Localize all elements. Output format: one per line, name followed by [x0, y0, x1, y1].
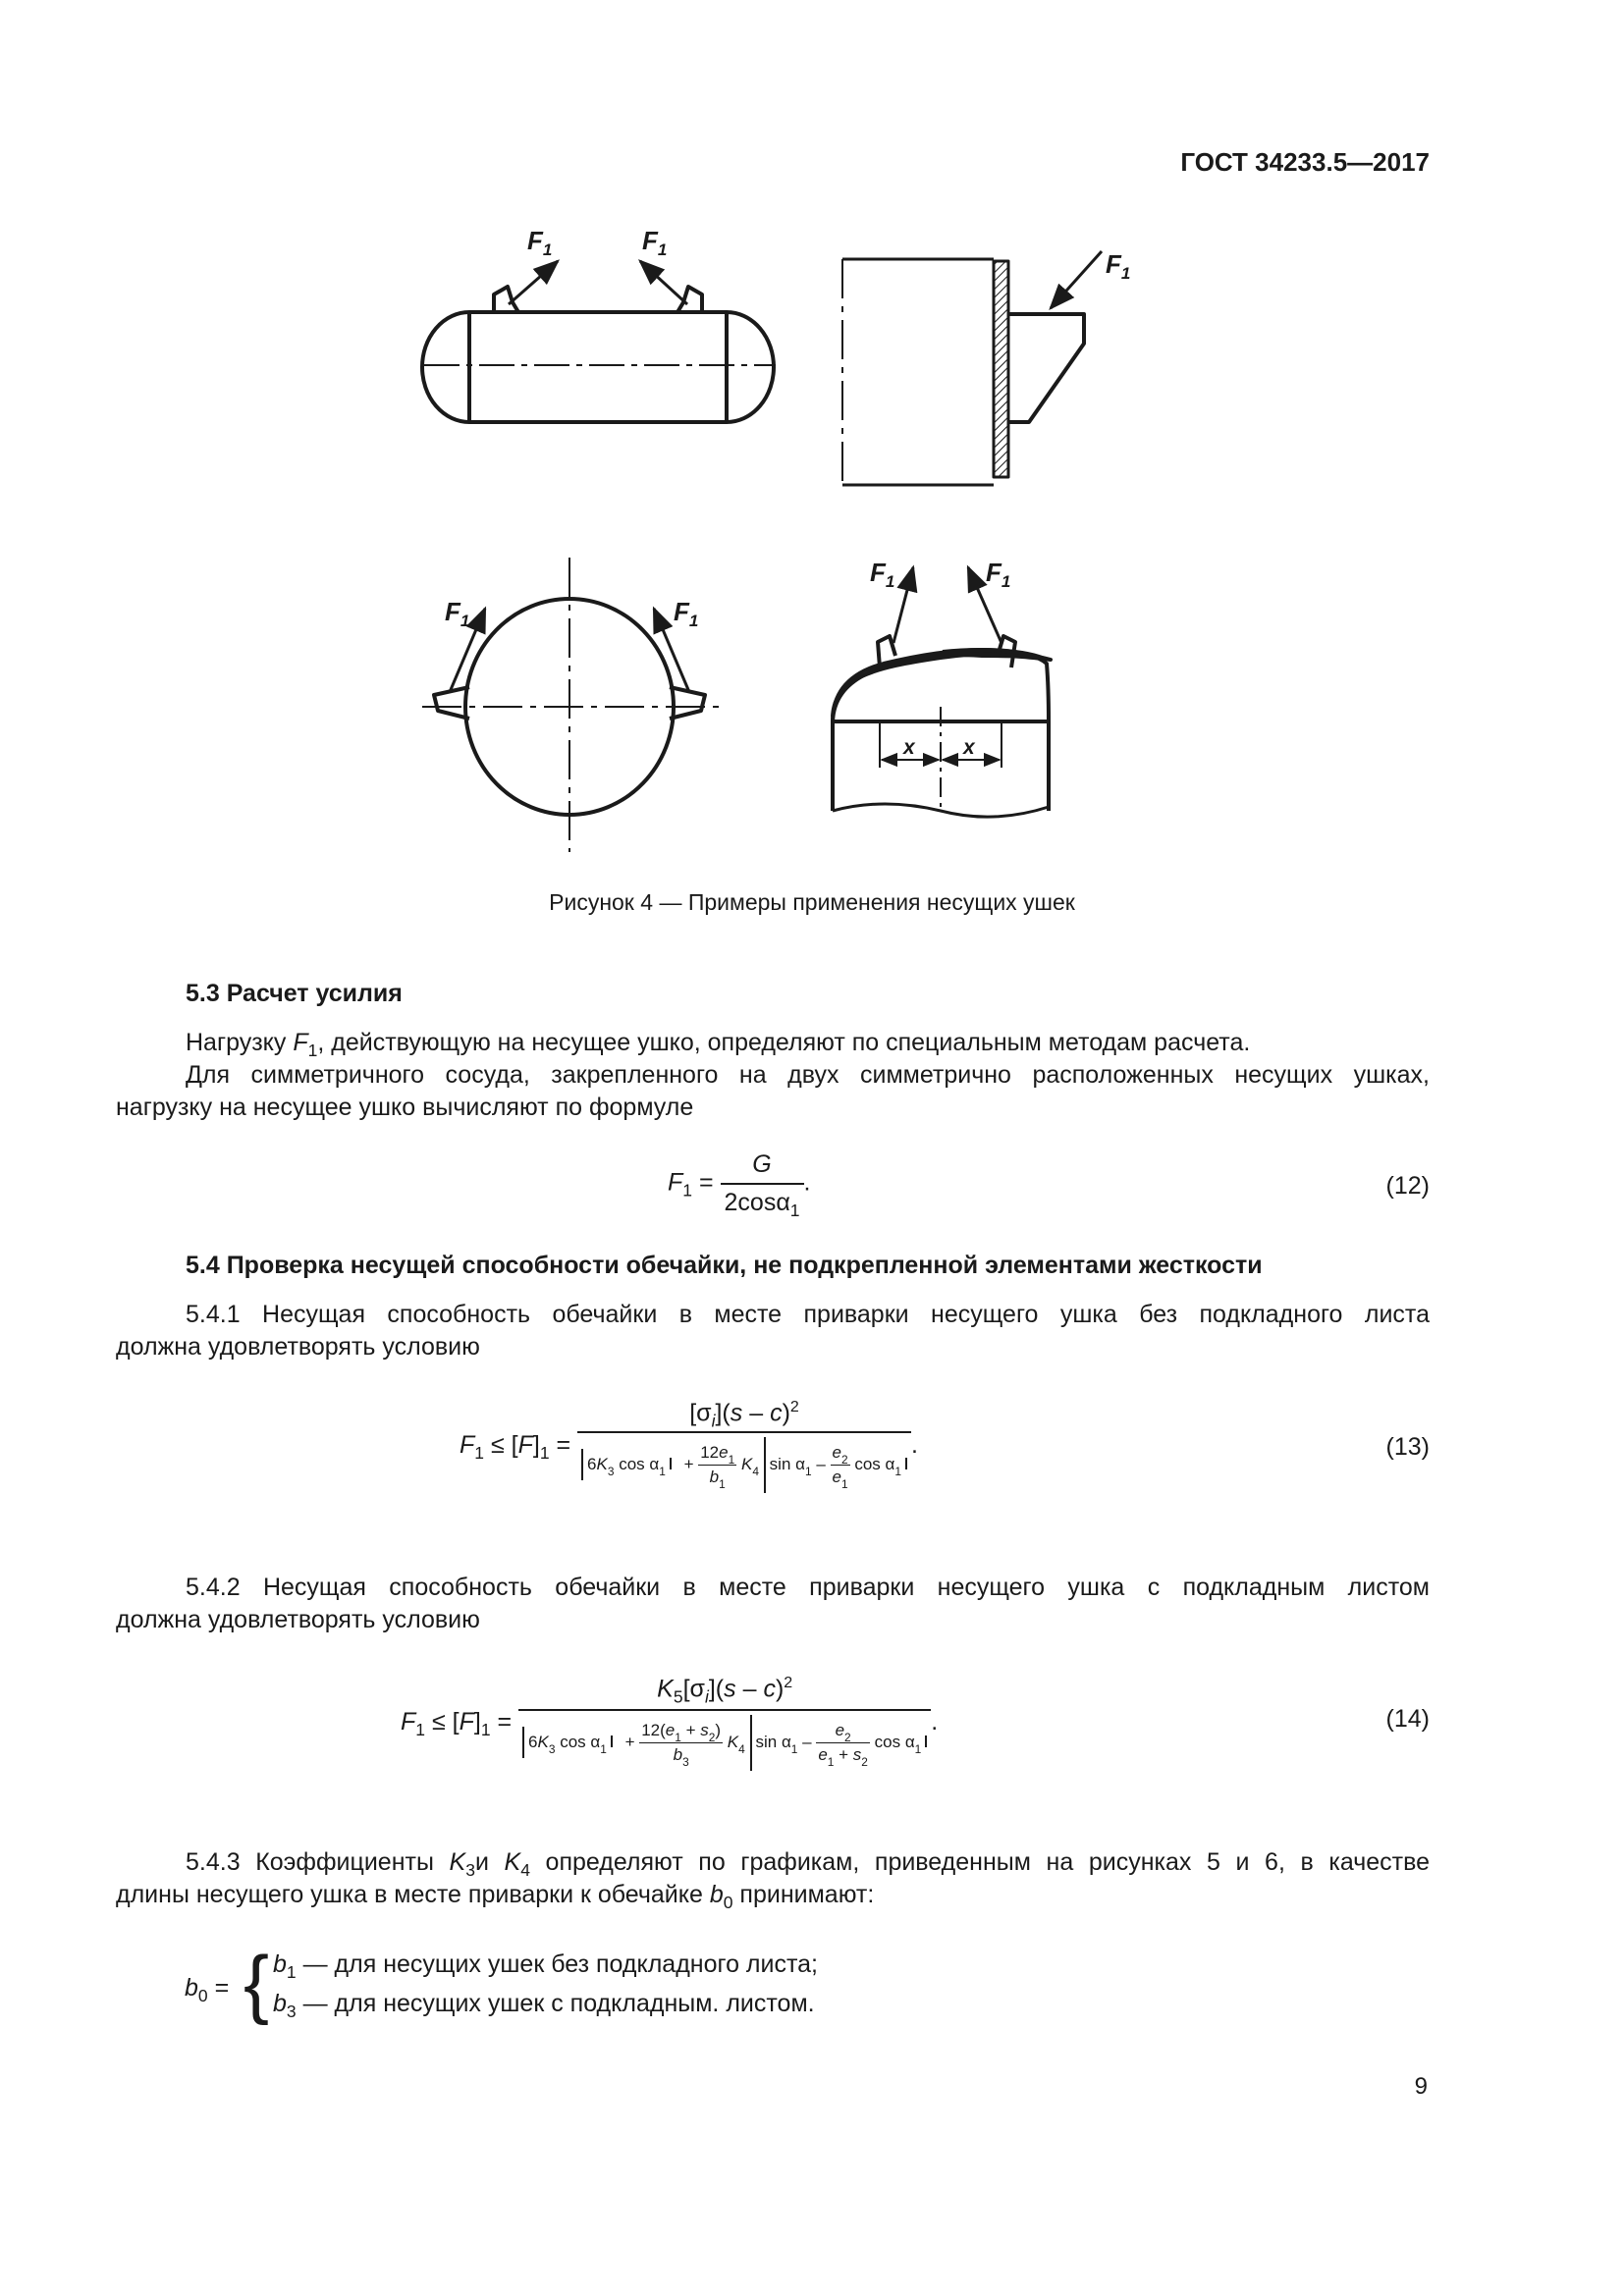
paragraph: 5.4.1 Несущая способность обечайки в месте приварки несущего ушка без подкладного листа: [186, 1301, 1430, 1328]
figure-caption: Рисунок 4 — Примеры применения несущих ушек: [549, 889, 1075, 915]
force-label: $F_1$: [642, 226, 668, 259]
formula-14: $F_1 \le [F]_1$ = $K_5[\sigma_i](s - c)^2$ $6K_3$ $\cos \alpha_1$ + $\frac{12(e_1 + s_2)}{b_3}$ $K_4$ $\sin \alpha_1$ – $\frac{e_2}{e_1 + s_2}$ $\cos \alpha_1$ .: [401, 1675, 939, 1770]
force-label: $F_1$: [870, 558, 895, 591]
figure-4: [0, 0, 1624, 883]
page-number: 9: [1414, 2073, 1428, 2100]
paragraph: 5.4.2 Несущая способность обечайки в месте приварки несущего ушка с подкладным листом: [186, 1574, 1430, 1601]
paragraph: должна удовлетворять условию: [116, 1606, 480, 1633]
formula-number: (12): [1385, 1172, 1430, 1200]
force-label: $F_1$: [674, 597, 699, 630]
horizontal-vessel-view: [422, 261, 776, 422]
paragraph: должна удовлетворять условию: [116, 1333, 480, 1361]
formula-13: $F_1 \le [F]_1$ = $[\sigma_i](s - c)^2$ $6K_3$ $\cos \alpha_1$ + $\frac{12e_1}{b_1}$ $K_4$ $\sin \alpha_1$ – $\frac{e_2}{e_1}$ $\cos \alpha_1$ .: [460, 1399, 918, 1492]
formula-12: $F_1$ = $\frac{G}{2\cos\alpha_1}$ .: [668, 1150, 811, 1220]
document-id: ГОСТ 34233.5—2017: [1180, 147, 1430, 177]
formula-number: (14): [1385, 1705, 1430, 1733]
dimension-label: x: [963, 736, 975, 759]
formula-number: (13): [1385, 1433, 1430, 1461]
section-heading-5-4: 5.4 Проверка несущей способности обечайки, не подкрепленной элементами жесткости: [186, 1252, 1263, 1279]
paragraph: нагрузку на несущее ушко вычисляют по формуле: [116, 1094, 694, 1121]
vessel-head-view: [833, 567, 1051, 817]
paragraph: Нагрузку $F_1$, действующую на несущее ушко, определяют по специальным методам расчета.: [186, 1029, 1251, 1060]
force-label: $F_1$: [445, 597, 470, 630]
paragraph: длины несущего ушка в месте приварки к обечайке $b_0$ принимают:: [116, 1881, 875, 1912]
dimension-label: x: [903, 736, 915, 759]
force-label: $F_1$: [1106, 249, 1131, 283]
force-label: $F_1$: [986, 558, 1011, 591]
paragraph: Для симметричного сосуда, закрепленного на двух симметрично расположенных несущих ушках,: [186, 1061, 1430, 1089]
vertical-shell-view: [842, 251, 1102, 486]
section-heading-5-3: 5.3 Расчет усилия: [186, 980, 403, 1007]
paragraph: 5.4.3 Коэффициенты $K_3и$ $K_4$ определяют по графикам, приведенным на рисунках 5 и 6, в качестве: [186, 1848, 1430, 1880]
force-label: $F_1$: [527, 226, 553, 259]
